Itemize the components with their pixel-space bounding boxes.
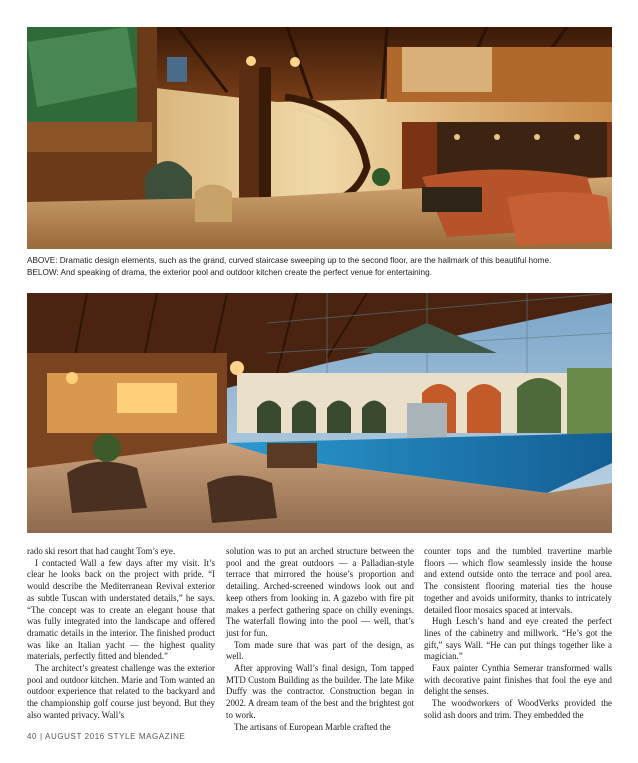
page-footer [27, 732, 185, 741]
paragraph: Tom made sure that was part of the design, as well. [226, 639, 414, 662]
paragraph: After approving Wall’s final design, Tom tapped MTD Custom Building as the builder. The late Mike Duffy was the contractor. Construction began in 2002. A dream team of the best and the brightest got to work. [226, 663, 414, 720]
article-column-3 [424, 546, 612, 722]
paragraph: rado ski resort that had caught Tom’s eye. [27, 546, 176, 556]
page-number: 40 [27, 732, 38, 741]
caption-below: BELOW: And speaking of drama, the exterior pool and outdoor kitchen create the perfect venue for entertaining. [27, 268, 432, 277]
paragraph: The architect’s greatest challenge was the exterior pool and outdoor kitchen. Marie and Tom wanted an outdoor experience that related to the backyard and the championship golf course just beyond. But they also wanted privacy. Wall’s [27, 663, 215, 720]
paragraph: Faux painter Cynthia Semerar transformed walls with decorative paint finishes that fool the eye and delight the senses. [424, 663, 612, 697]
pool-terrace-photo [27, 293, 612, 533]
magazine-name: STYLE MAGAZINE [107, 732, 186, 741]
paragraph: The artisans of European Marble crafted the [234, 721, 391, 732]
article-column-2 [226, 546, 414, 733]
paragraph: solution was to put an arched structure between the pool and the great outdoors — a Palladian-style terrace that mirrored the house’s proportion and detailing. Arched-screened windows look out and keep others from looking in. A gazebo with fire pit makes a perfect gathering space on chilly evenings. The waterfall flowing into the pool — well, that’s just for fun. [226, 546, 414, 638]
paragraph: Hugh Lesch’s hand and eye created the perfect lines of the cabinetry and millwork. “He’s got the gift,” says Wall. “He can put things together like a magician.” [424, 616, 612, 662]
paragraph: I contacted Wall a few days after my visit. It’s clear he looks back on the project with pride. “I would describe the Mediterranean Revival exterior as subtle Tuscan with understated details,” he says. “The concept was to create an elegant house that was fully integrated into the landscape and offered dramatic details in the interior. The finished product was like an Italian yacht — the highest quality materials, perfectly fitted and blended.” [27, 557, 215, 662]
issue-date: AUGUST 2016 [45, 732, 105, 741]
paragraph: The woodworkers of WoodVerks provided the solid ash doors and trim. They embedded the [424, 698, 612, 720]
footer-separator: | [39, 732, 43, 741]
article-column-1 [27, 546, 215, 722]
caption-above: ABOVE: Dramatic design elements, such as the grand, curved staircase sweeping up to the second floor, are the hallmark of this beautiful home. [27, 256, 552, 265]
photo-caption [27, 255, 617, 279]
paragraph: counter tops and the tumbled travertine marble floors — which flow seamlessly inside the house and extend outside onto the terrace and pool area. The consistent flooring material ties the house together and avoids uniformity, thanks to intricately detailed floor mosaics spaced at intervals. [424, 546, 612, 615]
interior-staircase-photo [27, 27, 612, 249]
